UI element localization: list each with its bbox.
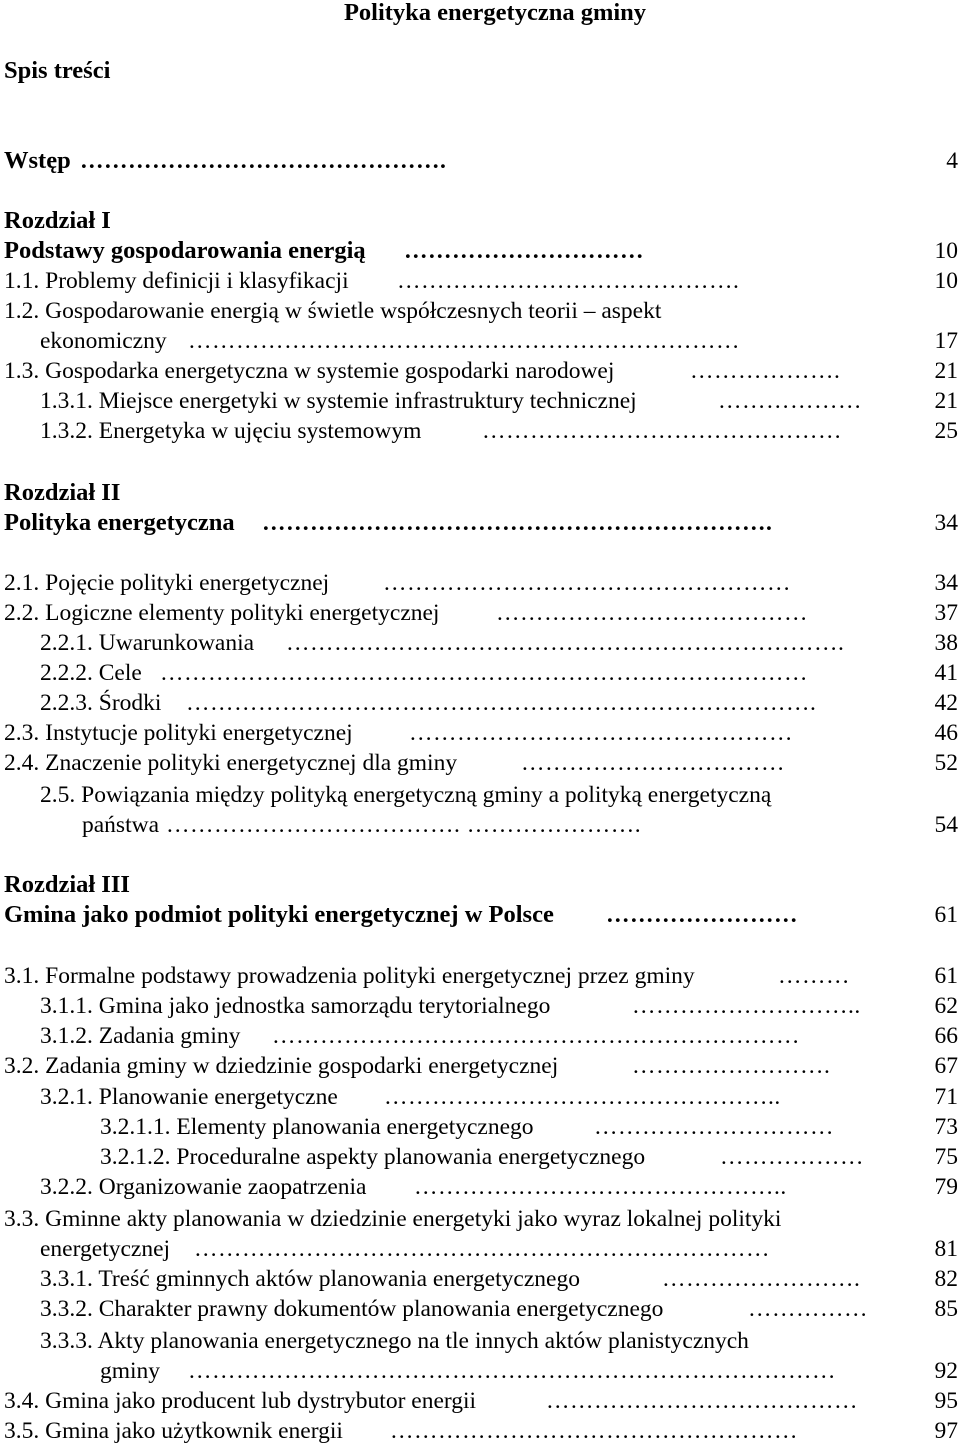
toc-entry[interactable] <box>0 1172 960 1202</box>
toc-entry-title: 3.2.2. Organizowanie zaopatrzenia <box>40 1174 367 1200</box>
toc-entry-leader: ……………………………………………………………………… <box>188 1358 836 1384</box>
toc-entry-title: gminy <box>100 1358 161 1384</box>
toc-entry-title: 3.3. Gminne akty planowania w dziedzinie energetyki jako wyraz lokalnej polityki <box>4 1206 782 1232</box>
toc-entry-page: 17 <box>934 328 958 354</box>
toc-entry-title: 1.3.1. Miejsce energetyki w systemie infrastruktury technicznej <box>40 388 637 414</box>
toc-entry-title: 3.2.1.1. Elementy planowania energetycznego <box>100 1114 534 1140</box>
toc-entry[interactable] <box>0 296 960 326</box>
toc-entry-page: 61 <box>934 963 958 989</box>
toc-entry-page: 75 <box>934 1144 958 1170</box>
toc-entry[interactable] <box>0 1294 960 1324</box>
toc-entry-page: 10 <box>934 268 958 294</box>
toc-entry-title: 1.3.2. Energetyka w ujęciu systemowym <box>40 418 422 444</box>
toc-entry-leader: ……………………………………………………………… <box>194 1236 770 1262</box>
toc-entry-title: 3.1.2. Zadania gminy <box>40 1023 241 1049</box>
toc-entry[interactable] <box>0 1142 960 1172</box>
toc-entry-page: 42 <box>934 690 958 716</box>
toc-entry-leader: …………………… <box>606 902 798 928</box>
toc-entry[interactable] <box>0 146 960 176</box>
toc-entry-title: 2.2. Logiczne elementy polityki energetycznej <box>4 600 440 626</box>
toc-entry-page: 81 <box>934 1236 958 1262</box>
toc-entry-title: energetycznej <box>40 1236 171 1262</box>
toc-entry[interactable] <box>0 718 960 748</box>
toc-entry-title: 3.4. Gmina jako producent lub dystrybutor energii <box>4 1388 477 1414</box>
toc-entry-page: 73 <box>934 1114 958 1140</box>
toc-entry[interactable] <box>0 961 960 991</box>
toc-heading: Spis treści <box>4 57 111 84</box>
toc-entry-title: 3.5. Gmina jako użytkownik energii <box>4 1418 343 1444</box>
toc-entry[interactable] <box>0 1416 960 1446</box>
toc-entry[interactable] <box>0 1082 960 1112</box>
toc-entry-page: 92 <box>934 1358 958 1384</box>
toc-entry-title: 3.3.1. Treść gminnych aktów planowania energetycznego <box>40 1266 580 1292</box>
toc-entry-title: 1.2. Gospodarowanie energią w świetle współczesnych teorii – aspekt <box>4 298 662 324</box>
toc-entry-page: 95 <box>934 1388 958 1414</box>
toc-entry-leader: …………………………………………………………… <box>188 328 740 354</box>
toc-entry[interactable] <box>0 1051 960 1081</box>
toc-entry-page: 79 <box>934 1174 958 1200</box>
toc-entry-leader: ……………………………………… <box>482 418 842 444</box>
toc-entry-leader: ……… <box>778 963 850 989</box>
toc-entry-title: Wstęp <box>4 147 71 174</box>
toc-entry[interactable] <box>0 1112 960 1142</box>
toc-entry[interactable] <box>0 598 960 628</box>
toc-entry-leader: ……………………………………. <box>397 268 740 294</box>
toc-entry-page: 85 <box>934 1296 958 1322</box>
toc-entry-page: 37 <box>934 600 958 626</box>
toc-entry-page: 41 <box>934 660 958 686</box>
toc-entry[interactable] <box>0 1386 960 1416</box>
toc-entry-leader: ……………………………………………………………. <box>286 630 845 656</box>
toc-entry-page: 71 <box>934 1084 958 1110</box>
chapter-label <box>0 870 960 900</box>
toc-entry-leader: ………………………………………………………. <box>262 510 773 536</box>
toc-entry-title: 3.1. Formalne podstawy prowadzenia polityki energetycznej przez gminy <box>4 963 695 989</box>
toc-entry-title: Rozdział I <box>4 207 111 234</box>
toc-entry-title: 2.5. Powiązania między polityką energetyczną gminy a polityką energetyczną <box>40 782 772 808</box>
toc-entry-leader: ………………………………………….. <box>384 1084 781 1110</box>
toc-entry-leader: ……………………. <box>662 1266 861 1292</box>
toc-entry-page: 10 <box>934 238 958 264</box>
toc-entry-leader: ………………………… <box>594 1114 834 1140</box>
toc-entry[interactable] <box>0 628 960 658</box>
toc-entry-leader: ……………………….. <box>632 993 861 1019</box>
toc-entry-leader: …………………………………………… <box>390 1418 798 1444</box>
toc-entry-title: Rozdział II <box>4 479 121 506</box>
toc-entry-page: 67 <box>934 1053 958 1079</box>
toc-entry[interactable] <box>0 1264 960 1294</box>
toc-entry-leader: ………………………………………. <box>80 148 447 174</box>
toc-entry-continuation[interactable] <box>0 1356 960 1386</box>
toc-entry-title: 3.2.1.2. Proceduralne aspekty planowania energetycznego <box>100 1144 646 1170</box>
toc-entry-leader: ………………………………………… <box>409 720 793 746</box>
toc-entry-leader: …………………………………………… <box>383 570 791 596</box>
toc-entry-page: 46 <box>934 720 958 746</box>
toc-entry-leader: ……………………. <box>632 1053 831 1079</box>
toc-entry-title: 3.2. Zadania gminy w dziedzinie gospodarki energetycznej <box>4 1053 559 1079</box>
toc-entry[interactable] <box>0 688 960 718</box>
toc-entry-leader: ………………………………………………………… <box>272 1023 800 1049</box>
toc-entry[interactable] <box>0 508 960 538</box>
toc-entry[interactable] <box>0 1204 960 1234</box>
toc-entry-leader: ……………………………………….. <box>414 1174 787 1200</box>
toc-entry-title: 3.3.3. Akty planowania energetycznego na tle innych aktów planistycznych <box>40 1328 749 1354</box>
toc-entry-page: 97 <box>934 1418 958 1444</box>
toc-entry[interactable] <box>0 236 960 266</box>
toc-entry-page: 52 <box>934 750 958 776</box>
toc-entry[interactable] <box>0 780 960 810</box>
toc-entry-title: 2.3. Instytucje polityki energetycznej <box>4 720 353 746</box>
toc-entry-title: 3.2.1. Planowanie energetyczne <box>40 1084 338 1110</box>
toc-entry-leader: ………………………………… <box>496 600 808 626</box>
toc-entry-leader: ………………………… <box>404 238 644 264</box>
toc-entry[interactable] <box>0 748 960 778</box>
toc-entry[interactable] <box>0 266 960 296</box>
toc-entry[interactable] <box>0 1326 960 1356</box>
toc-entry-page: 21 <box>934 388 958 414</box>
toc-entry-leader: ……………… <box>718 388 862 414</box>
toc-entry-continuation[interactable] <box>0 810 960 840</box>
toc-entry-page: 61 <box>934 902 958 928</box>
toc-entry-leader: …………… <box>748 1296 868 1322</box>
toc-entry-title: 2.2.2. Cele <box>40 660 142 686</box>
toc-entry-page: 54 <box>934 812 958 838</box>
toc-entry-title: 3.3.2. Charakter prawny dokumentów planowania energetycznego <box>40 1296 664 1322</box>
toc-entry-continuation[interactable] <box>0 1234 960 1264</box>
toc-entry[interactable] <box>0 991 960 1021</box>
chapter-label <box>0 478 960 508</box>
toc-entry[interactable] <box>0 900 960 930</box>
toc-entry-page: 38 <box>934 630 958 656</box>
toc-entry-page: 34 <box>934 510 958 536</box>
toc-entry[interactable] <box>0 658 960 688</box>
toc-entry-leader: …………………………… <box>521 750 785 776</box>
toc-entry-leader: ………………………………… <box>546 1388 858 1414</box>
toc-entry-leader: ……………………………………………………………………… <box>160 660 808 686</box>
toc-entry[interactable] <box>0 416 960 446</box>
toc-entry-page: 66 <box>934 1023 958 1049</box>
toc-entry-title: 1.1. Problemy definicji i klasyfikacji <box>4 268 349 294</box>
document-title: Polityka energetyczna gminy <box>343 0 647 26</box>
toc-entry-leader: ………………. <box>690 358 841 384</box>
toc-entry-leader: ……………………………………………………………………. <box>186 690 817 716</box>
toc-entry-page: 34 <box>934 570 958 596</box>
toc-entry-page: 82 <box>934 1266 958 1292</box>
toc-entry-title: Polityka energetyczna <box>4 509 235 536</box>
toc-entry[interactable] <box>0 356 960 386</box>
toc-entry-title: państwa <box>82 812 160 838</box>
toc-entry-leader: ……………… <box>720 1144 864 1170</box>
toc-entry-title: 2.2.1. Uwarunkowania <box>40 630 255 656</box>
toc-entry[interactable] <box>0 1021 960 1051</box>
toc-entry-page: 4 <box>946 148 958 174</box>
toc-entry-title: 2.2.3. Środki <box>40 690 162 716</box>
toc-entry-page: 62 <box>934 993 958 1019</box>
toc-entry-title: Rozdział III <box>4 871 130 898</box>
toc-entry-continuation[interactable] <box>0 326 960 356</box>
toc-entry-page: 25 <box>934 418 958 444</box>
toc-entry-title: Gmina jako podmiot polityki energetycznej w Polsce <box>4 901 554 928</box>
toc-entry-leader: ………………………………. …………………. <box>166 812 642 838</box>
toc-entry-title: ekonomiczny <box>40 328 167 354</box>
toc-entry-title: 2.4. Znaczenie polityki energetycznej dla gminy <box>4 750 458 776</box>
toc-entry-title: Podstawy gospodarowania energią <box>4 237 366 264</box>
toc-entry-title: 1.3. Gospodarka energetyczna w systemie gospodarki narodowej <box>4 358 615 384</box>
toc-entry[interactable] <box>0 568 960 598</box>
toc-entry-title: 2.1. Pojęcie polityki energetycznej <box>4 570 330 596</box>
toc-entry[interactable] <box>0 386 960 416</box>
toc-entry-page: 21 <box>934 358 958 384</box>
toc-entry-title: 3.1.1. Gmina jako jednostka samorządu terytorialnego <box>40 993 551 1019</box>
chapter-label <box>0 206 960 236</box>
